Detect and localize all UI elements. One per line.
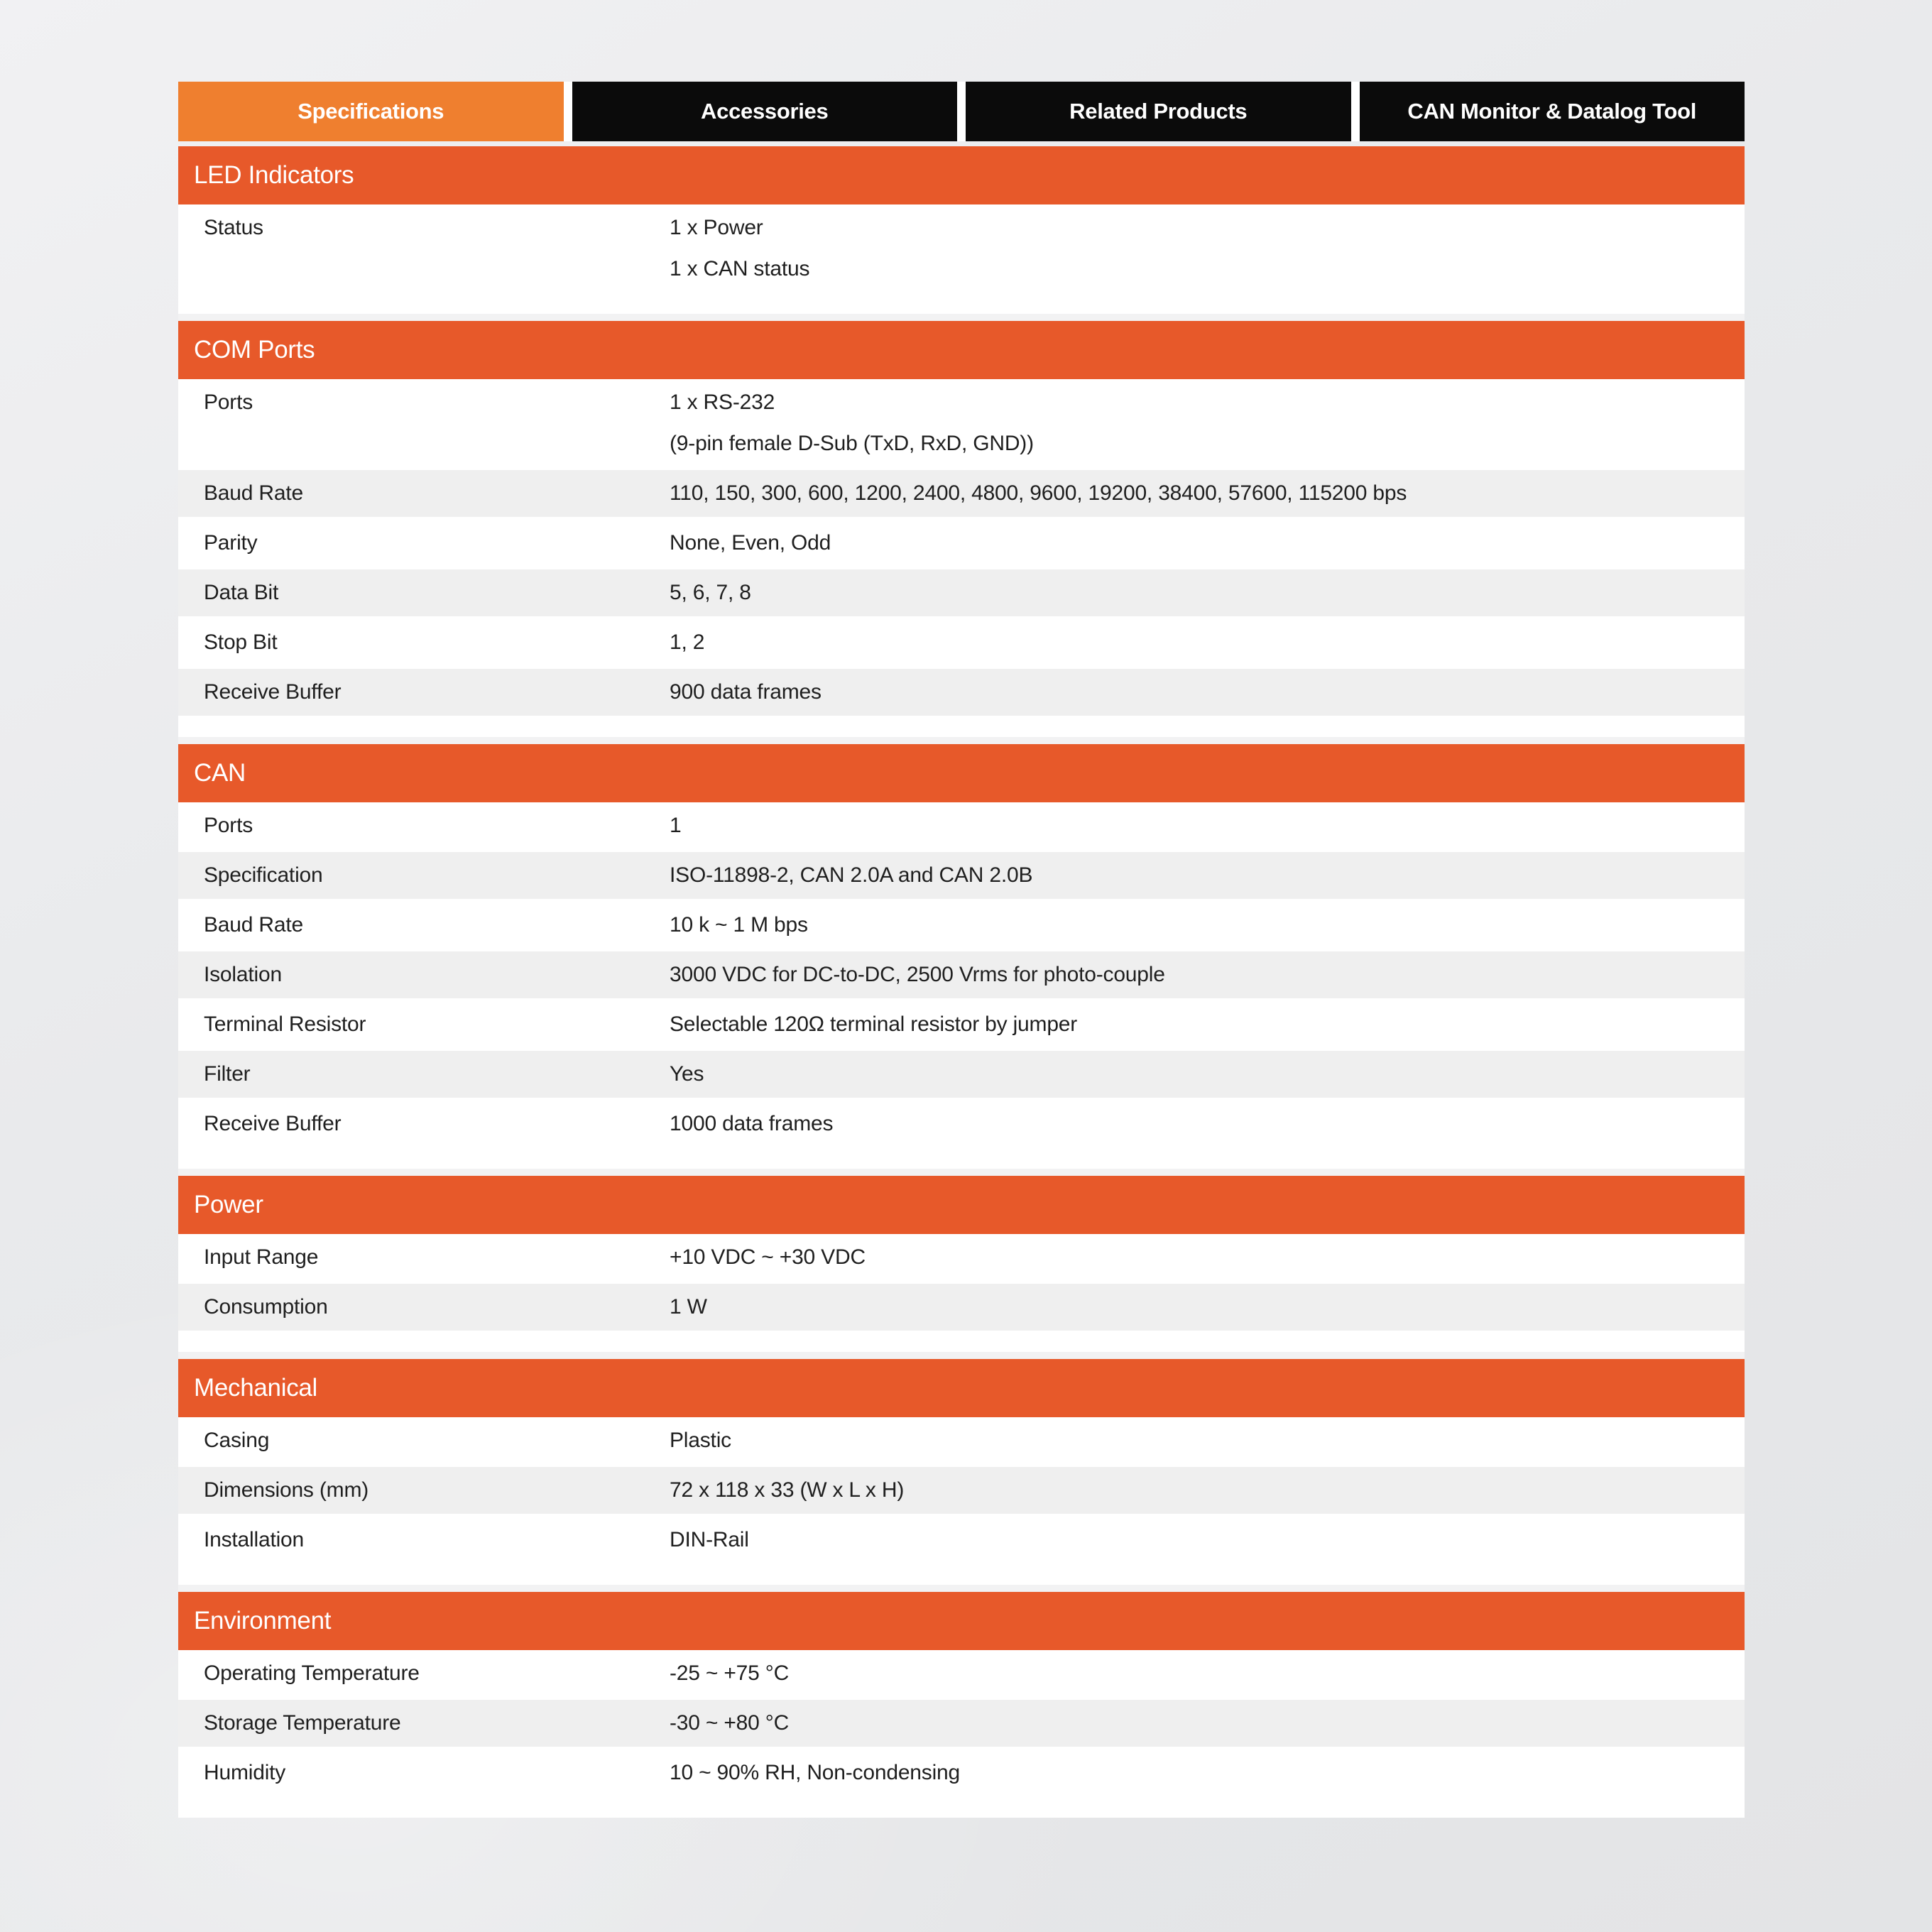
row-value-line: 110, 150, 300, 600, 1200, 2400, 4800, 9600, 19200, 38400, 57600, 115200 bps: [670, 481, 1407, 505]
section-header: LED Indicators: [178, 146, 1745, 204]
row-value-line: Yes: [670, 1062, 704, 1086]
table-row: [178, 1101, 1745, 1150]
row-label: Casing: [204, 1429, 270, 1452]
row-label: Consumption: [204, 1295, 328, 1319]
section-mechanical: [178, 1352, 1745, 1585]
table-row: [178, 569, 1745, 619]
spec-table: [178, 82, 1745, 1818]
row-label: Operating Temperature: [204, 1661, 420, 1685]
row-label: Baud Rate: [204, 481, 303, 505]
section-header: Mechanical: [178, 1359, 1745, 1417]
section-led-indicators: [178, 146, 1745, 314]
row-value: [670, 470, 1745, 517]
row-value-line: 900 data frames: [670, 680, 822, 704]
tab-specifications[interactable]: Specifications: [178, 82, 564, 141]
sections: [178, 146, 1745, 1818]
row-value: [670, 1517, 1745, 1563]
row-value-line: None, Even, Odd: [670, 531, 831, 555]
row-value-line: 1 x CAN status: [670, 257, 810, 280]
row-label: Specification: [204, 863, 323, 887]
table-row: [178, 1700, 1745, 1750]
table-row: [178, 470, 1745, 520]
row-value: [670, 852, 1745, 899]
row-label: Terminal Resistor: [204, 1013, 366, 1036]
row-label: Stop Bit: [204, 631, 278, 654]
row-value-line: 1: [670, 814, 682, 837]
row-value-line: Selectable 120Ω terminal resistor by jumper: [670, 1013, 1078, 1036]
section-com-ports: [178, 314, 1745, 737]
row-value-line: (9-pin female D-Sub (TxD, RxD, GND)): [670, 432, 1034, 455]
row-value-line: 1 W: [670, 1295, 707, 1319]
row-value-line: 10 k ~ 1 M bps: [670, 913, 808, 937]
table-row: [178, 1467, 1745, 1517]
tab-can-monitor-datalog-tool[interactable]: CAN Monitor & Datalog Tool: [1360, 82, 1745, 141]
row-value-line: DIN-Rail: [670, 1528, 749, 1551]
row-label: Ports: [204, 391, 253, 414]
row-value: [670, 802, 1745, 849]
row-value: [670, 1284, 1745, 1331]
section-header: COM Ports: [178, 321, 1745, 379]
row-label: Input Range: [204, 1245, 319, 1269]
table-row: [178, 379, 1745, 470]
section-header: CAN: [178, 744, 1745, 802]
section-header: Power: [178, 1176, 1745, 1234]
row-value: [670, 1051, 1745, 1098]
row-label: Storage Temperature: [204, 1711, 401, 1735]
row-label: Status: [204, 216, 263, 239]
row-value: [670, 1101, 1745, 1147]
row-label: Humidity: [204, 1761, 286, 1784]
tab-bar: [178, 82, 1745, 141]
row-value: [670, 1700, 1745, 1747]
table-row: [178, 802, 1745, 852]
row-value: [670, 1467, 1745, 1514]
row-value: [670, 1650, 1745, 1697]
table-row: [178, 1051, 1745, 1101]
row-label: Receive Buffer: [204, 680, 342, 704]
table-row: [178, 520, 1745, 569]
row-value-line: +10 VDC ~ +30 VDC: [670, 1245, 866, 1269]
row-value-line: ISO-11898-2, CAN 2.0A and CAN 2.0B: [670, 863, 1033, 887]
row-value-line: 5, 6, 7, 8: [670, 581, 751, 604]
row-value: [670, 951, 1745, 998]
row-value: [670, 1750, 1745, 1796]
table-row: [178, 204, 1745, 295]
table-row: [178, 1750, 1745, 1799]
section-power: [178, 1169, 1745, 1352]
row-value-line: 1 x Power: [670, 216, 763, 239]
table-row: [178, 902, 1745, 951]
row-label: Isolation: [204, 963, 282, 986]
row-value: [670, 669, 1745, 716]
row-value-line: -30 ~ +80 °C: [670, 1711, 790, 1735]
table-row: [178, 1517, 1745, 1566]
section-can: [178, 737, 1745, 1169]
row-value: [670, 204, 1745, 293]
row-value: [670, 520, 1745, 567]
tab-related-products[interactable]: Related Products: [966, 82, 1351, 141]
row-value: [670, 902, 1745, 949]
row-value: [670, 379, 1745, 467]
row-label: Ports: [204, 814, 253, 837]
row-value-line: 1, 2: [670, 631, 705, 654]
row-label: Filter: [204, 1062, 251, 1086]
table-row: [178, 1001, 1745, 1051]
row-label: Receive Buffer: [204, 1112, 342, 1135]
table-row: [178, 619, 1745, 669]
section-environment: [178, 1585, 1745, 1818]
table-row: [178, 1284, 1745, 1333]
row-label: Parity: [204, 531, 258, 555]
table-row: [178, 852, 1745, 902]
row-value-line: 72 x 118 x 33 (W x L x H): [670, 1478, 905, 1502]
tab-accessories[interactable]: Accessories: [572, 82, 958, 141]
row-value: [670, 1001, 1745, 1048]
table-row: [178, 1650, 1745, 1700]
row-value-line: -25 ~ +75 °C: [670, 1661, 790, 1685]
row-value: [670, 569, 1745, 616]
row-value-line: 1000 data frames: [670, 1112, 834, 1135]
table-row: [178, 1234, 1745, 1284]
row-value: [670, 1234, 1745, 1281]
table-row: [178, 1417, 1745, 1467]
row-value-line: 1 x RS-232: [670, 391, 775, 414]
row-value: [670, 1417, 1745, 1464]
table-row: [178, 951, 1745, 1001]
table-row: [178, 669, 1745, 719]
row-value-line: Plastic: [670, 1429, 731, 1452]
row-value-line: 3000 VDC for DC-to-DC, 2500 Vrms for photo-couple: [670, 963, 1165, 986]
row-value-line: 10 ~ 90% RH, Non-condensing: [670, 1761, 961, 1784]
row-value: [670, 619, 1745, 666]
section-header: Environment: [178, 1592, 1745, 1650]
row-label: Baud Rate: [204, 913, 303, 937]
row-label: Data Bit: [204, 581, 279, 604]
row-label: Installation: [204, 1528, 305, 1551]
row-label: Dimensions (mm): [204, 1478, 369, 1502]
